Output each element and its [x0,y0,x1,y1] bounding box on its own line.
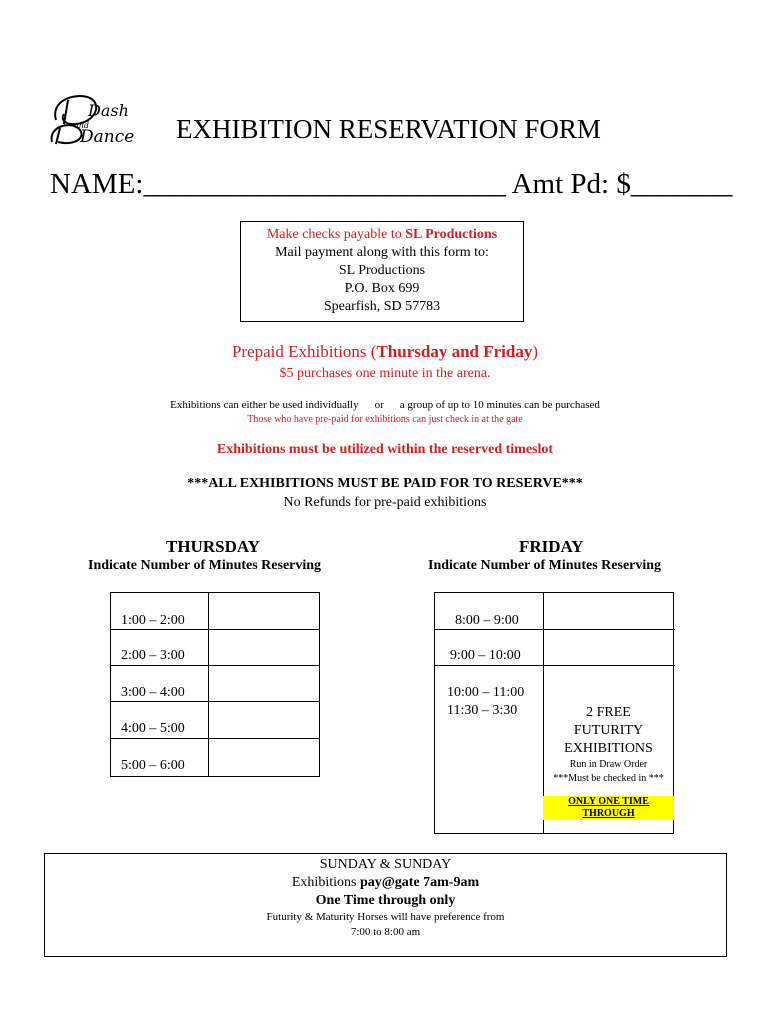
usage-options-line: Exhibitions can either be used individually or a group of up to 10 minutes can be purchased [170,399,600,411]
sunday-pay-line: Exhibitions pay@gate 7am-9am [291,875,480,890]
free-line-1: 2 FREE [586,705,631,720]
thursday-slot-4: 4:00 – 5:00 [121,721,185,736]
thursday-minutes-input-5[interactable] [209,739,319,776]
sunday-info-box [44,853,727,957]
address-company: SL Productions [338,263,426,278]
friday-instruction: Indicate Number of Minutes Reserving [428,558,662,573]
friday-slot-1: 8:00 – 9:00 [455,613,519,628]
friday-slot-4: 11:30 – 3:30 [447,703,518,718]
friday-heading: FRIDAY [519,537,584,556]
one-time-through-highlight: ONLY ONE TIME THROUGH [543,796,674,820]
draw-order-note: Run in Draw Order [569,759,648,770]
payee-name: SL Productions [405,227,498,242]
name-amount-line: NAME:_________________________ Amt Pd: $_______ [50,168,733,200]
check-in-note: ***Must be checked in *** [553,773,664,784]
thursday-schedule-table [110,592,320,777]
dash-and-dance-logo [46,90,158,146]
logo-word-dance: Dance [80,127,135,146]
friday-slot-3: 10:00 – 11:00 [447,685,525,700]
logo-word-and: and [74,121,90,130]
thursday-slot-1: 1:00 – 2:00 [121,613,185,628]
sunday-preference-line: Futurity & Maturity Horses will have preference from [266,911,505,923]
friday-slot-2: 9:00 – 10:00 [450,648,521,663]
logo-word-dash: Dash [88,101,129,120]
must-pay-rule: ***ALL EXHIBITIONS MUST BE PAID FOR TO RESERVE*** [187,476,583,491]
form-title: EXHIBITION RESERVATION FORM [176,114,601,144]
thursday-minutes-input-3[interactable] [209,666,319,701]
no-refunds-note: No Refunds for pre-paid exhibitions [283,495,487,510]
gate-checkin-note: Those who have pre-paid for exhibitions can just check in at the gate [247,414,523,425]
sunday-one-time: One Time through only [315,893,456,908]
free-line-3: EXHIBITIONS [564,741,653,756]
thursday-instruction: Indicate Number of Minutes Reserving [88,558,322,573]
mail-payment-line: Mail payment along with this form to: [275,245,489,260]
thursday-heading: THURSDAY [166,537,260,556]
sunday-heading: SUNDAY & SUNDAY [319,857,452,872]
thursday-slot-3: 3:00 – 4:00 [121,685,185,700]
thursday-slot-2: 2:00 – 3:00 [121,648,185,663]
checks-payable-line: Make checks payable to SL Productions [266,227,498,242]
free-line-2: FUTURITY [573,723,644,738]
friday-minutes-input-1[interactable] [544,593,673,629]
friday-minutes-input-2[interactable] [544,630,673,665]
timeslot-rule: Exhibitions must be utilized within the reserved timeslot [216,442,554,457]
thursday-minutes-input-1[interactable] [209,593,319,629]
prepaid-heading: Prepaid Exhibitions (Thursday and Friday) [231,342,539,361]
free-futurity-note [543,704,674,822]
sunday-preference-time: 7:00 to 8:00 am [350,926,421,938]
thursday-slot-5: 5:00 – 6:00 [121,758,185,773]
thursday-minutes-input-4[interactable] [209,702,319,738]
thursday-minutes-input-2[interactable] [209,630,319,665]
price-line: $5 purchases one minute in the arena. [279,366,491,381]
payment-info-box [240,221,524,322]
address-po-box: P.O. Box 699 [344,281,420,296]
address-city: Spearfish, SD 57783 [323,299,441,314]
